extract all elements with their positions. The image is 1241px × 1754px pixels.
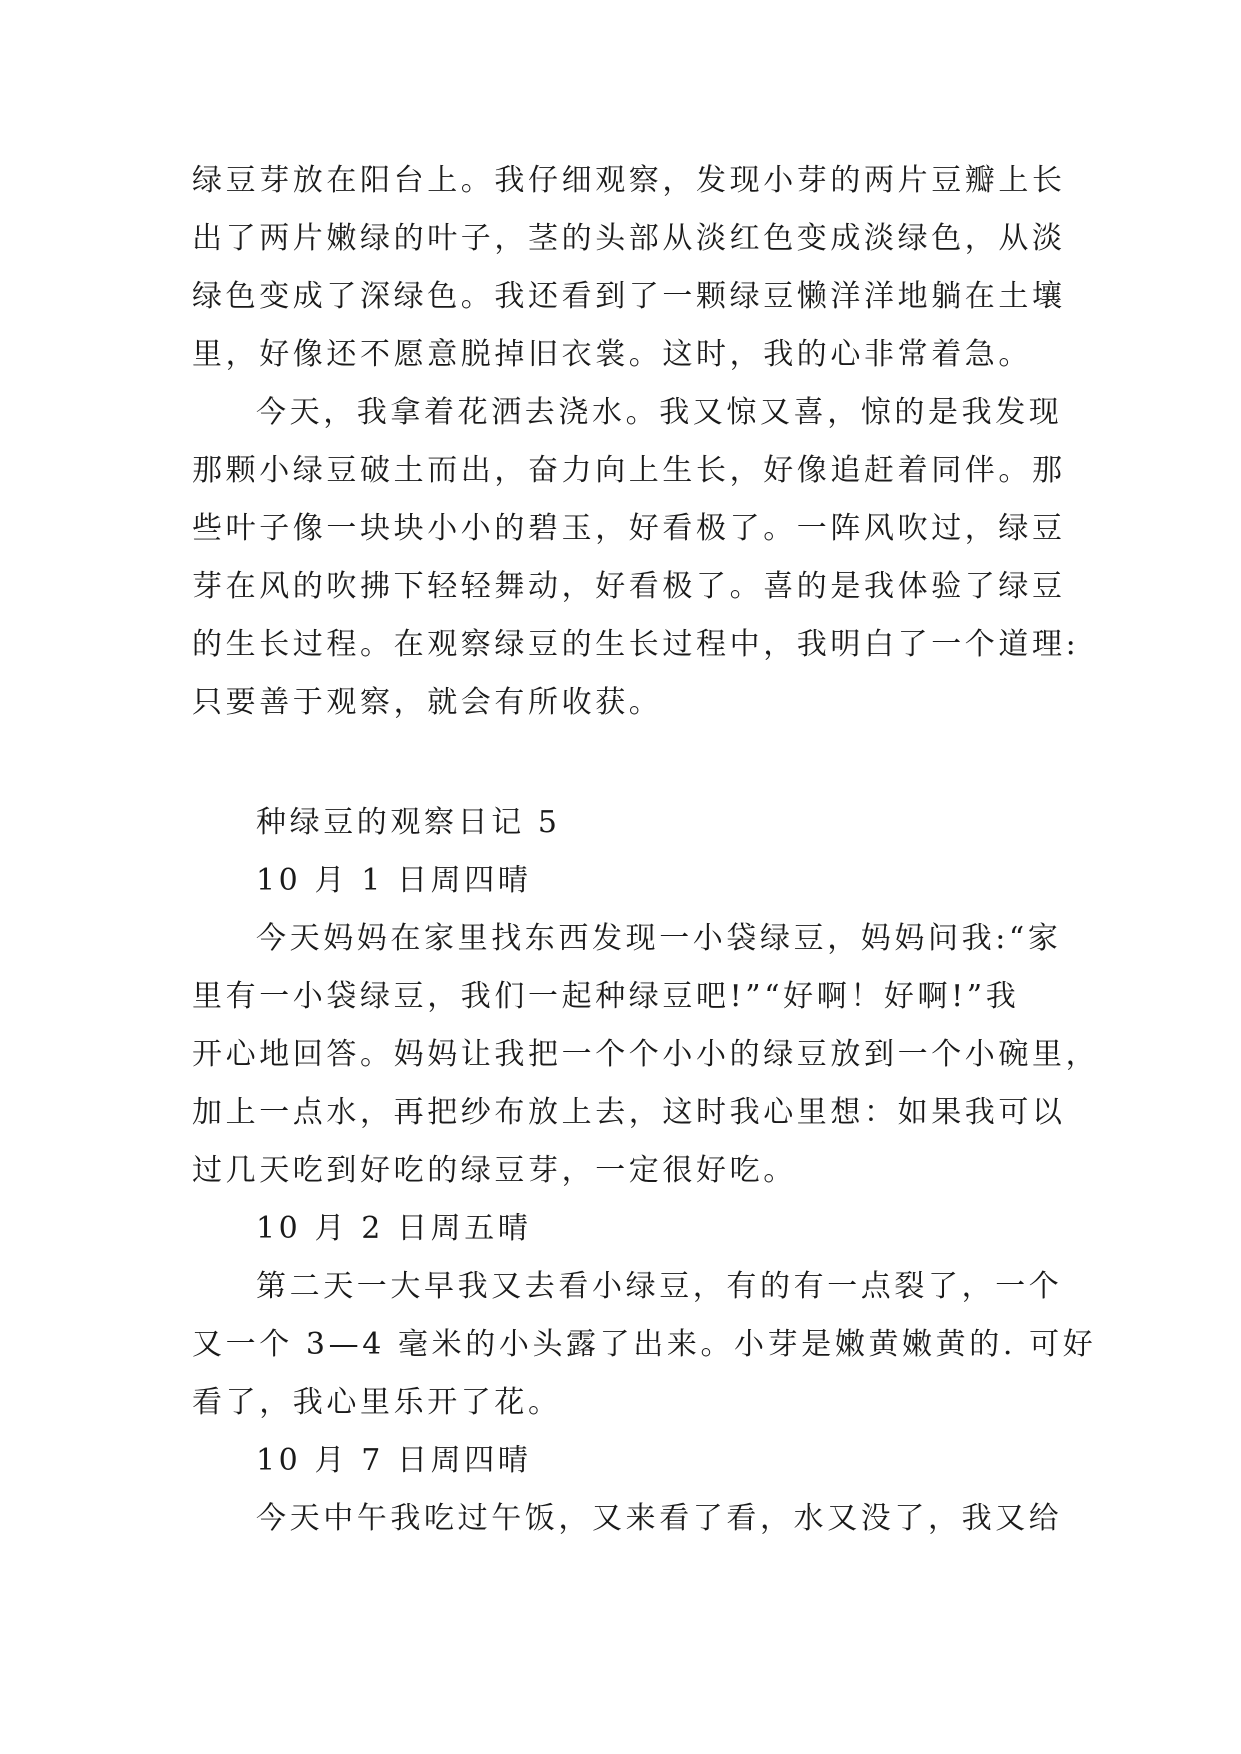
section-heading: 种绿豆的观察日记 5 <box>256 805 561 840</box>
text-line: 芽在风的吹拂下轻轻舞动，好看极了。喜的是我体验了绿豆 <box>192 569 1066 604</box>
text-line: 绿色变成了深绿色。我还看到了一颗绿豆懒洋洋地躺在土壤 <box>192 279 1066 314</box>
text-block-1 <box>192 152 1080 732</box>
text-line: 今天中午我吃过午饭，又来看了看，水又没了，我又给 <box>256 1501 1063 1536</box>
text-line: 又一个 3—4 毫米的小头露了出来。小芽是嫩黄嫩黄的. 可好 <box>192 1327 1097 1362</box>
text-block-2 <box>192 794 1100 1548</box>
diary-date: 10 月 1 日周四晴 <box>256 863 532 898</box>
text-line: 里有一小袋绿豆，我们一起种绿豆吧!”“好啊！好啊!”我 <box>192 979 1020 1014</box>
text-line: 出了两片嫩绿的叶子，茎的头部从淡红色变成淡绿色，从淡 <box>192 221 1066 256</box>
text-line: 加上一点水，再把纱布放上去，这时我心里想：如果我可以 <box>192 1095 1066 1130</box>
text-line: 今天妈妈在家里找东西发现一小袋绿豆，妈妈问我:“家 <box>256 921 1062 956</box>
text-line: 过几天吃到好吃的绿豆芽，一定很好吃。 <box>192 1153 797 1188</box>
text-line: 看了，我心里乐开了花。 <box>192 1385 562 1420</box>
text-line: 今天，我拿着花洒去浇水。我又惊又喜，惊的是我发现 <box>256 395 1063 430</box>
diary-date: 10 月 2 日周五晴 <box>256 1211 532 1246</box>
text-line: 那颗小绿豆破土而出，奋力向上生长，好像追赶着同伴。那 <box>192 453 1066 488</box>
text-line: 绿豆芽放在阳台上。我仔细观察，发现小芽的两片豆瓣上长 <box>192 163 1066 198</box>
text-line: 里，好像还不愿意脱掉旧衣裳。这时，我的心非常着急。 <box>192 337 1032 372</box>
text-line: 的生长过程。在观察绿豆的生长过程中，我明白了一个道理: <box>192 627 1080 662</box>
text-line: 些叶子像一块块小小的碧玉，好看极了。一阵风吹过，绿豆 <box>192 511 1066 546</box>
diary-date: 10 月 7 日周四晴 <box>256 1443 532 1478</box>
text-line: 第二天一大早我又去看小绿豆，有的有一点裂了，一个 <box>256 1269 1063 1304</box>
text-line: 只要善于观察，就会有所收获。 <box>192 685 663 720</box>
text-line: 开心地回答。妈妈让我把一个个小小的绿豆放到一个小碗里， <box>192 1037 1100 1072</box>
